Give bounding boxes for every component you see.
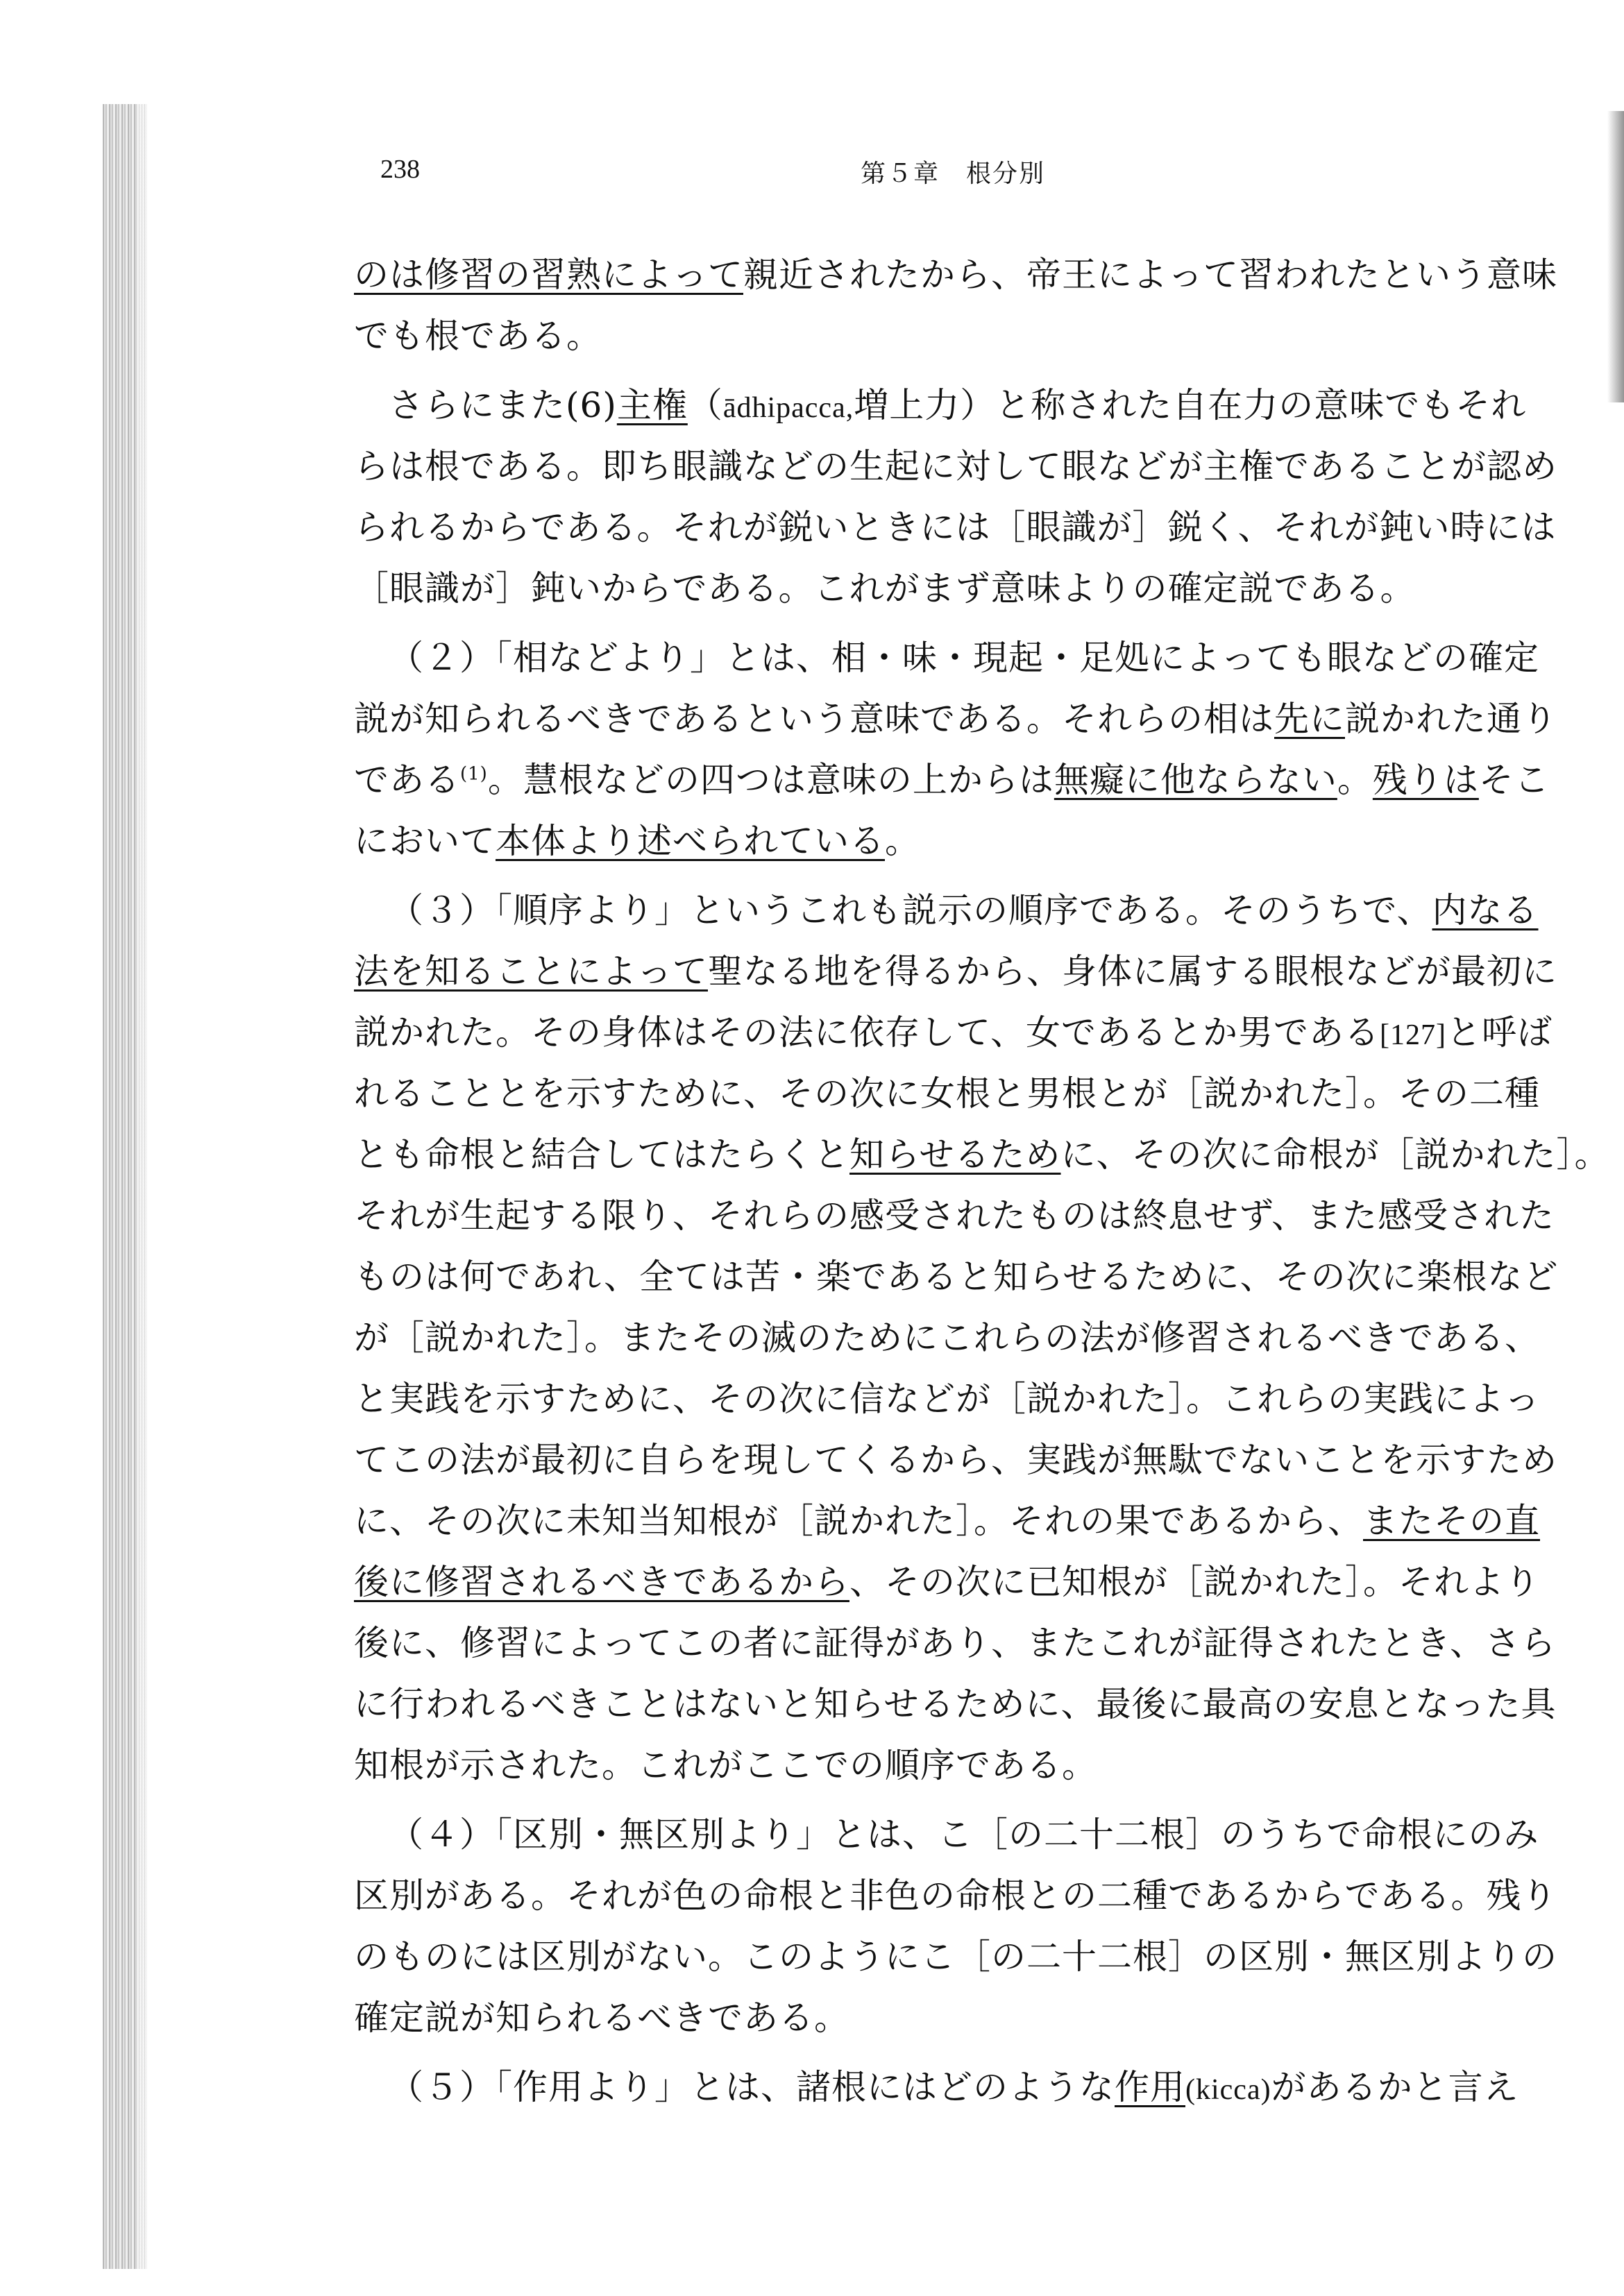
text-line: ［眼識が］鈍いからである。これがまず意味よりの確定説である。 [354, 568, 1416, 609]
pali-term: (kicca) [1185, 2074, 1271, 2106]
text-line [354, 880, 1551, 941]
text-line: られるからである。それが鋭いときには［眼識が］鋭く、それが鈍い時には [354, 507, 1557, 547]
text-line [354, 1124, 1610, 1185]
text-line: が［説かれた］。またその滅のためにこれらの法が修習されるべきである、 [354, 1318, 1540, 1358]
text-span: （３）「順序より」というこれも説示の順序である。そのうちで、 [389, 890, 1432, 930]
pali-term: ādhipacca, [722, 392, 854, 424]
underlined-text: のは修習の習熟によって [354, 255, 743, 295]
text-span: さらにまた(6) [389, 385, 617, 425]
text-line [354, 1002, 1551, 1063]
underlined-text: 知らせるため [849, 1134, 1061, 1175]
text-line: でも根である。 [354, 316, 602, 356]
text-span: 説かれた。その身体はその法に依存して、女であるとか男である [354, 1012, 1380, 1053]
text-line [354, 244, 1557, 305]
text-span: 増上力）と称された自在力の意味でもそれ [854, 385, 1527, 425]
text-span: とも命根と結合してはたらくと [354, 1134, 849, 1175]
text-line [354, 1490, 1551, 1551]
paragraph-5 [354, 1804, 1557, 2048]
text-span: 。 [885, 821, 920, 861]
text-span: 親近されたから、帝王によって習われたという意味 [743, 255, 1557, 295]
text-span: と呼ば [1446, 1012, 1553, 1053]
text-span: に、その次に未知当知根が［説かれた］。それの果であるから、 [354, 1501, 1363, 1541]
footnote-marker: (1) [460, 763, 488, 785]
text-line [354, 2057, 1551, 2118]
text-line: （２）「相などより」とは、相・味・現起・足処によっても眼などの確定 [389, 638, 1539, 678]
underlined-text: 法を知ることによって [354, 951, 708, 992]
text-span: において [354, 821, 496, 861]
underlined-text: 残りは [1372, 760, 1479, 800]
underlined-text: 先に [1274, 699, 1345, 739]
underlined-text: 作用 [1115, 2067, 1185, 2107]
text-line: 知根が示された。これがここでの順序である。 [354, 1745, 1097, 1785]
text-line: れることとを示すために、その次に女根と男根とが［説かれた］。その二種 [354, 1073, 1540, 1114]
text-span: （５）「作用より」とは、諸根にはどのような [389, 2067, 1115, 2107]
text-line [354, 1551, 1551, 1613]
text-line [354, 688, 1557, 749]
text-line: と実践を示すために、その次に信などが［説かれた］。これらの実践によっ [354, 1379, 1540, 1419]
underlined-text: 内なる [1432, 890, 1539, 930]
paragraph-2 [354, 375, 1557, 619]
text-span: 。慧根などの四つは意味の上からは [487, 760, 1054, 800]
binding-shadow [103, 104, 137, 2269]
text-line: 確定説が知られるべきである。 [354, 1998, 849, 2038]
text-line: に行われるべきことはないと知らせるために、最後に最高の安息となった具 [354, 1684, 1557, 1724]
text-line [354, 375, 1551, 436]
text-line: 区別がある。それが色の命根と非色の命根との二種であるからである。残り [354, 1876, 1557, 1916]
text-span: 説かれた通り [1345, 699, 1557, 739]
text-span: 、その次に已知根が［説かれた］。それより [849, 1562, 1540, 1602]
text-span: があるかと言え [1271, 2067, 1519, 2107]
page-header [0, 154, 1624, 196]
paragraph-1 [354, 244, 1557, 366]
binding-shadow-inner [136, 104, 147, 2269]
text-span: 説が知られるべきであるという意味である。それらの相は [354, 699, 1274, 739]
paragraph-3 [354, 627, 1557, 871]
text-line: のものには区別がない。このようにこ［の二十二根］の区別・無区別よりの [354, 1937, 1557, 1977]
text-span: である [354, 760, 460, 800]
underlined-text: 本体より述べられている [496, 821, 885, 861]
underlined-text: 後に修習されるべきであるから [354, 1562, 849, 1602]
text-span: 聖なる地を得るから、身体に属する眼根などが最初に [708, 951, 1557, 992]
running-head: 第５章 根分別 [861, 160, 1046, 188]
text-line: （４）「区別・無区別より」とは、こ［の二十二根］のうちで命根にのみ [389, 1814, 1539, 1855]
text-span: に、その次に命根が［説かれた］。 [1060, 1134, 1610, 1175]
text-span: 。 [1337, 760, 1373, 800]
text-line: ものは何であれ、全ては苦・楽であると知らせるために、その次に楽根など [354, 1257, 1559, 1297]
body-text [354, 244, 1610, 2118]
text-span: （ [687, 385, 723, 425]
text-span: そこ [1478, 760, 1550, 800]
page-number: 238 [380, 155, 420, 184]
underlined-text: 無癡に他ならない [1054, 760, 1337, 800]
text-line: 後に、修習によってこの者に証得があり、またこれが証得されたとき、さら [354, 1623, 1556, 1663]
text-line: それが生起する限り、それらの感受されたものは終息せず、また感受された [354, 1196, 1555, 1236]
paragraph-6 [354, 2057, 1551, 2118]
underlined-text: またその直 [1363, 1501, 1540, 1541]
text-line: らは根である。即ち眼識などの生起に対して眼などが主権であることが認め [354, 446, 1557, 486]
underlined-text: 主権 [616, 385, 688, 425]
text-line [354, 941, 1557, 1002]
text-line [354, 810, 1551, 871]
paragraph-4 [354, 880, 1610, 1796]
text-line: てこの法が最初に自らを現してくるから、実践が無駄でないことを示すため [354, 1440, 1557, 1480]
page-reference: [127] [1380, 1019, 1446, 1051]
text-line [354, 749, 1551, 810]
